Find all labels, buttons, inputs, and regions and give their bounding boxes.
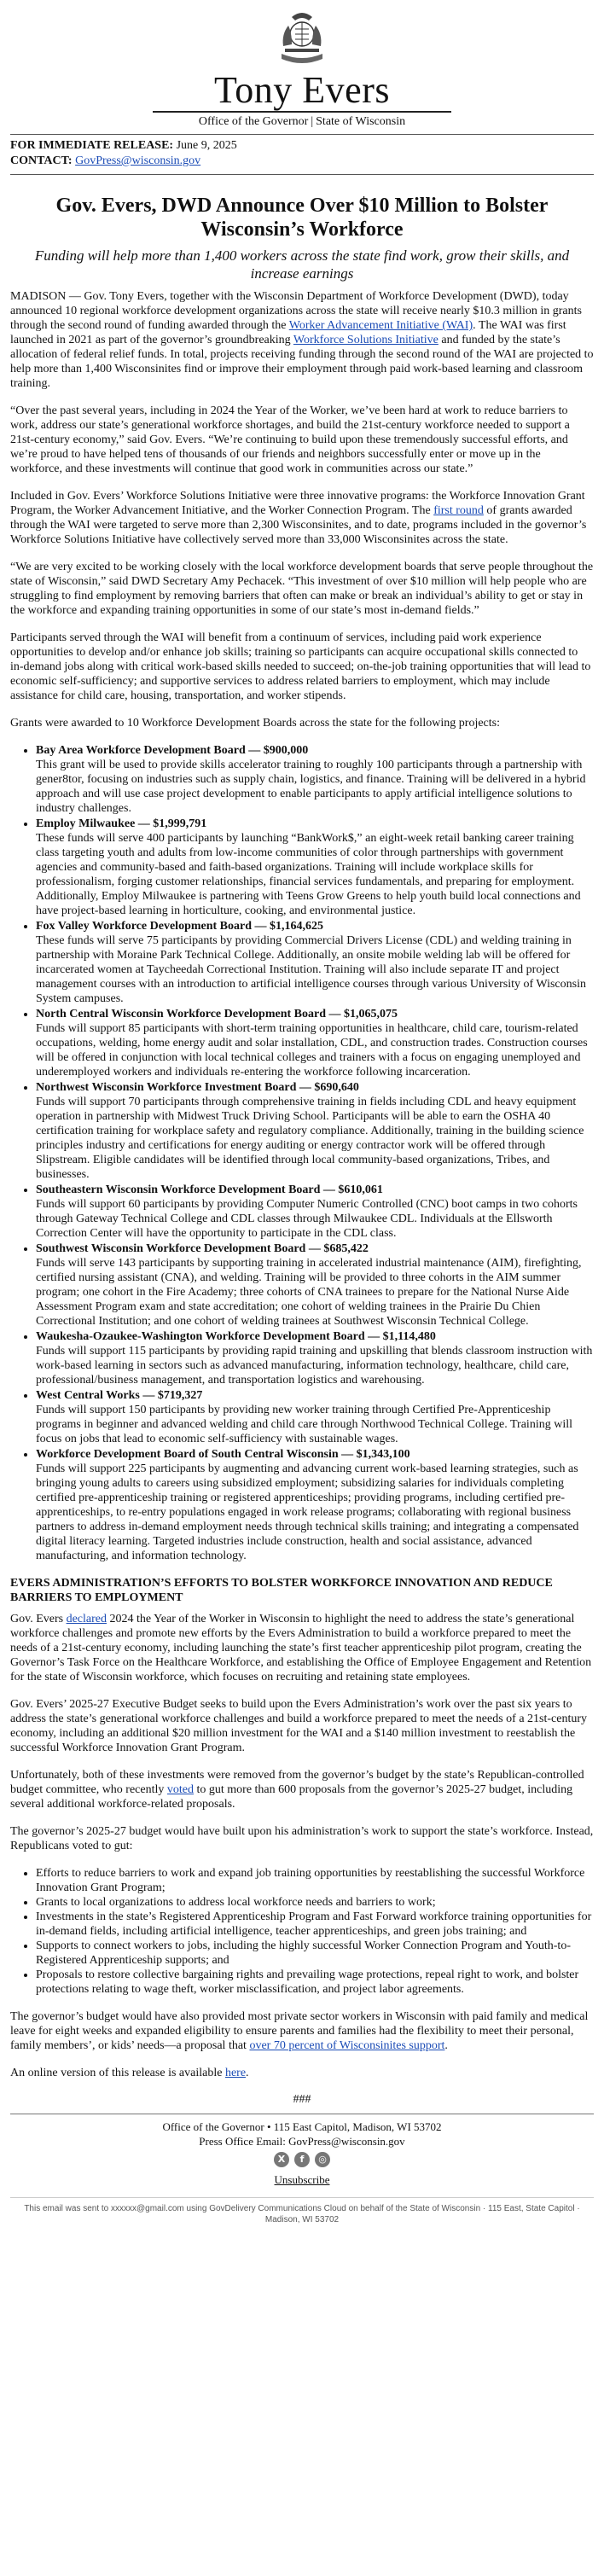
- footer-press-line: [10, 2134, 594, 2149]
- grant-title: • Southwest Wisconsin Workforce Development Board — $685,422: [36, 1242, 369, 1255]
- meta-divider: [10, 174, 594, 175]
- header: [10, 0, 594, 129]
- grant-item: [36, 1183, 594, 1241]
- intro-p1-text-c: and funded by the state’s allocation of federal relief funds. In total, projects receiving funding through the second round of the WAI are projected to help more than 1,400 Wisconsinites find or improve their employment through paid work-based learning and classroom training.: [10, 334, 594, 390]
- budget-paragraph: Gov. Evers’ 2025-27 Executive Budget seeks to build upon the Evers Administration’s work over the past six years to address the state’s generational workforce challenges and build a workforce prepared to meet the needs of a 21st-century economy, including an additional $20 million investment for the WAI and a $140 million investment to reestablish the successful Workforce Innovation Grant Program.: [10, 1698, 588, 1754]
- intro-p3-text-b: of grants awarded through the WAI were targeted to serve more than 2,300 Wisconsinites, and to date, programs included in the governor’s Workforce Solutions Initiative have collectively served more than 33,000 Wisconsinites across the state.: [10, 504, 587, 546]
- end-mark: ###: [293, 2093, 311, 2106]
- grant-description: Funds will support 225 participants by augmenting and advancing current work-based learning strategies, such as bringing young adults to careers using subsidized employment; subsidizing salaries for individuals completing certified pre-apprenticeship training or registered apprenticeships; providing programs, including certified pre-apprenticeships, to re-entry populations engaged in work release programs; collaborating with regional business partners to address in-demand employment needs through technical skills training; and integrating a compensated digital literacy learning. Targeted industries include construction, health and social assistance, advanced manufacturing, and information technology.: [36, 1462, 579, 1562]
- contact-email-link[interactable]: GovPress@wisconsin.gov: [75, 154, 201, 167]
- voted-link[interactable]: voted: [166, 1783, 194, 1796]
- s2-p3-text-a: Unfortunately, both of these investments were removed from the governor’s budget by the state’s Republican-controlled budget committee, who recently: [10, 1769, 584, 1796]
- grant-item: [36, 1388, 594, 1446]
- social-links: [10, 2152, 594, 2167]
- grant-title: • West Central Works — $719,327: [36, 1389, 203, 1402]
- grant-item: [36, 1241, 594, 1329]
- online-version-paragraph: [10, 2066, 594, 2080]
- office-name: Office of the Governor: [198, 115, 309, 128]
- contact-label: CONTACT:: [10, 154, 73, 167]
- grant-description: These funds will serve 400 participants by launching “BankWork$,” an eight-week retail banking career training class targeting youth and adults from low-income communities of color through partnerships with government agencies and community-based and faith-based organizations. Training will include workplace skills for professionalism, forging customer relationships, financial services fundamentals, and preparing for employment. Additionally, Employ Milwaukee is partnering with Teens Grow Greens to help youth build local connections and have project-based learning in horticulture, cooking, and environmental justice.: [36, 832, 581, 917]
- s2-p3-text-b: to gut more than 600 proposals from the governor’s 2025-27 budget, including several additional workforce-related proposals.: [10, 1783, 573, 1811]
- x-twitter-icon[interactable]: X: [274, 2152, 289, 2167]
- workforce-solutions-link[interactable]: Workforce Solutions Initiative: [293, 334, 438, 346]
- grant-item: [36, 919, 594, 1006]
- instagram-icon[interactable]: ◎: [315, 2152, 330, 2167]
- grant-title: • Southeastern Wisconsin Workforce Development Board — $610,061: [36, 1183, 383, 1196]
- intro-p1-text-a: MADISON — Gov. Tony Evers, together with the Wisconsin Department of Workforce Development (DWD), today announced 10 regional workforce development organizations across the state will receive nearly $10.3 million in grants through the second round of funding awarded through the: [10, 290, 582, 332]
- grant-item: [36, 1080, 594, 1182]
- support-poll-link[interactable]: over 70 percent of Wisconsinites support: [249, 2039, 445, 2052]
- grant-title: • North Central Wisconsin Workforce Development Board — $1,065,075: [36, 1008, 398, 1021]
- grant-title: • Workforce Development Board of South Central Wisconsin — $1,343,100: [36, 1448, 410, 1461]
- grant-item: [36, 1329, 594, 1387]
- declared-link[interactable]: declared: [66, 1613, 107, 1625]
- year-of-worker-paragraph: [10, 1612, 594, 1684]
- grant-description: Funds will support 85 participants with short-term training opportunities in healthcare, child care, tourism-related occupations, welding, home energy audit and solar installation, CDL, and construction trades. Construction courses will be offered in conjunction with local technical colleges and trainers with a focus on engaging unemployed and underemployed workers and individuals re-entering the workforce following incarceration.: [36, 1022, 588, 1079]
- s2-p5-text-b: .: [444, 2039, 448, 2052]
- release-subtitle: Funding will help more than 1,400 workers across the state find work, grow their skills, and increase earnings: [34, 247, 570, 282]
- intro-paragraph-3: [10, 489, 594, 547]
- email-disclaimer: This email was sent to xxxxxx@gmail.com using GovDelivery Communications Cloud on behalf of the State of Wisconsin · 115 East, State Capitol · Madison, WI 53702: [10, 2197, 594, 2230]
- grant-title: • Employ Milwaukee — $1,999,791: [36, 817, 207, 830]
- office-separator: |: [311, 115, 314, 128]
- release-label: FOR IMMEDIATE RELEASE:: [10, 139, 174, 152]
- footer-address: Office of the Governor • 115 East Capitol, Madison, WI 53702: [162, 2120, 442, 2133]
- grant-description: Funds will support 70 participants through comprehensive training in fields including CDL and heavy equipment operation in partnership with Midwest Truck Driving School. Participants will be able to earn the OSHA 40 certification training for workplace safety and regulatory compliance. Additionally, training in the building science principles industry and certifications for energy auditing or energy contractor work will be offered through Slipstream. Eligible candidates will be identified through local community-based organizations, Tribes, and businesses.: [36, 1096, 584, 1181]
- release-line: [10, 138, 594, 154]
- state-name: State of Wisconsin: [316, 115, 406, 128]
- gut-list-item: • Grants to local organizations to address local workforce needs and barriers to work;: [36, 1895, 594, 1910]
- footer-press-label: Press Office Email:: [199, 2135, 286, 2148]
- office-line: [10, 115, 594, 129]
- governor-name: Tony Evers: [214, 69, 390, 111]
- grants-list: [10, 743, 594, 1563]
- release-meta: [10, 135, 594, 174]
- grant-description: This grant will be used to provide skills accelerator training to roughly 100 participants through a partnership with gener8tor, focusing on industries such as supply chain, logistics, and finance. Training will be delivered in a hybrid approach and will use case project development to enable participants to apply artificial intelligence solutions to industry challenges.: [36, 759, 586, 815]
- services-paragraph: Participants served through the WAI will benefit from a continuum of services, including paid work experience opportunities to develop and/or enhance job skills; training so participants can acquire occupational skills connected to in-demand jobs along with critical work-based skills needed to succeed; on-the-job training opportunities that will lead to economic self-sufficiency; and supportive services to address related barriers to employment, which may include assistance for child care, housing, transportation, and worker stipends.: [10, 631, 591, 702]
- unsubscribe-link[interactable]: Unsubscribe: [274, 2173, 330, 2186]
- secretary-quote-paragraph: “We are very excited to be working closely with the local workforce development boards that serve people throughout the state of Wisconsin,” said DWD Secretary Amy Pechacek. “This investment of over $10 million will help people who are struggling to find employment by removing barriers that often can make or break an individual’s ability to get or stay in the workforce and expanding training opportunities in some of our state’s most in-demand fields.”: [10, 561, 594, 617]
- grant-description: These funds will serve 75 participants by providing Commercial Drivers License (CDL) and welding training in partnership with Moraine Park Technical College. Additionally, an onsite mobile welding lab will be offered for incarcerated women at Taycheedah Correctional Institution. Training will also include separate IT and project management courses with an introduction to artificial intelligence courses through various University of Wisconsin System campuses.: [36, 934, 586, 1005]
- grant-item: [36, 1007, 594, 1079]
- gut-list-item: • Proposals to restore collective bargaining rights and prevailing wage protections, repeal right to work, and bolster protections relating to wage theft, worker misclassification, and project labor agreements.: [36, 1968, 594, 1997]
- gut-list-item: • Investments in the state’s Registered Apprenticeship Program and Fast Forward workforce training opportunities for in-demand fields, including artificial intelligence, teacher apprenticeships, and green jobs training; and: [36, 1910, 594, 1939]
- grants-intro-paragraph: Grants were awarded to 10 Workforce Development Boards across the state for the following projects:: [10, 717, 500, 730]
- contact-line: [10, 154, 594, 169]
- intro-paragraph-1: [10, 289, 594, 391]
- header-rule: [153, 111, 451, 113]
- gut-list: [10, 1866, 594, 1997]
- removed-investments-paragraph: [10, 1768, 594, 1811]
- gut-list-item: • Supports to connect workers to jobs, including the highly successful Worker Connection Program and Youth-to-Registered Apprenticeship supports; and: [36, 1939, 594, 1968]
- grant-item: [36, 1447, 594, 1563]
- gut-intro-paragraph: The governor’s 2025-27 budget would have built upon his administration’s work to support the state’s workforce. Instead, Republicans voted to gut:: [10, 1825, 594, 1852]
- grant-title: • Northwest Wisconsin Workforce Investment Board — $690,640: [36, 1081, 359, 1094]
- wai-link[interactable]: Worker Advancement Initiative (WAI): [288, 319, 473, 332]
- state-seal-icon: [275, 9, 329, 65]
- s2-p1-text-a: Gov. Evers: [10, 1613, 67, 1625]
- grant-description: Funds will serve 143 participants by supporting training in accelerated industrial maintenance (AIM), firefighting, certified nursing assistant (CNA), and welding. Training will be provided to three cohorts in the AIM summer program; one cohort in the Fire Academy; three cohorts of CNA trainees to prepare for the National Nurse Aide Assessment Program exam and state accreditation; one cohort of welding trainees in the Prairie Du Chien Correctional Institution; and one cohort of welding trainees at Southwest Wisconsin Technical College.: [36, 1257, 582, 1328]
- online-text-b: .: [246, 2067, 249, 2079]
- release-date: June 9, 2025: [176, 139, 237, 152]
- footer: [10, 2114, 594, 2230]
- grant-description: Funds will support 150 participants by providing new worker training through Certified Pre-Apprenticeship programs in beginner and advanced welding and child care through Northwood Technical College. Training will focus on jobs that lead to economic self-sufficiency with sustainable wages.: [36, 1404, 572, 1445]
- footer-press-email: GovPress@wisconsin.gov: [288, 2135, 405, 2148]
- grant-item: [36, 743, 594, 816]
- online-version-link[interactable]: here: [224, 2067, 247, 2079]
- intro-p3-text-a: Included in Gov. Evers’ Workforce Solutions Initiative were three innovative programs: the Workforce Innovation Grant Program, the Worker Advancement Initiative, and the Worker Connection Program. The: [10, 490, 585, 517]
- online-text-a: An online version of this release is available: [10, 2067, 225, 2079]
- s2-p1-text-b: 2024 the Year of the Worker in Wisconsin to highlight the need to address the state’s generational workforce challenges and promote new efforts by the Evers Administration to build a workforce prepared to meet the needs of a 21st-century economy, including launching the state’s first teacher apprenticeship pilot program, creating the Governor’s Task Force on the Healthcare Workforce, and establishing the Office of Employee Engagement and Retention for the state of Wisconsin workforce, which focuses on recruiting and retaining state employees.: [10, 1613, 592, 1683]
- release-title: Gov. Evers, DWD Announce Over $10 Million to Bolster Wisconsin’s Workforce: [55, 195, 549, 241]
- grant-description: Funds will support 115 participants by providing rapid training and upskilling that blends classroom instruction with work-based learning in sectors such as advanced manufacturing, information technology, healthcare, child care, professional/business management, and transportation logistics and warehousing.: [36, 1345, 593, 1387]
- intro-p1-text-b: . The WAI was first launched in 2021 as part of the governor’s groundbreaking: [10, 319, 566, 346]
- facebook-icon[interactable]: f: [294, 2152, 310, 2167]
- first-round-link[interactable]: first round: [433, 504, 484, 517]
- grant-description: Funds will support 60 participants by providing Computer Numeric Controlled (CNC) boot camps in two cohorts through Gateway Technical College and CDL classes through Milwaukee CDL. Individuals at the Ellsworth Correction Center will have the opportunity to participate in the CDL class.: [36, 1198, 578, 1240]
- grant-item: [36, 817, 594, 918]
- family-leave-paragraph: [10, 2009, 594, 2053]
- grant-title: • Fox Valley Workforce Development Board — $1,164,625: [36, 920, 324, 933]
- grant-title: • Bay Area Workforce Development Board — $900,000: [36, 744, 309, 757]
- s2-p5-text-a: The governor’s budget would have also provided most private sector workers in Wisconsin with paid family and medical leave for eight weeks and expanded eligibility to ensure parents and families had the flexibility to meet their personal, family members’, or kids’ needs—a proposal that: [10, 2010, 589, 2052]
- section-heading: EVERS ADMINISTRATION’S EFFORTS TO BOLSTER WORKFORCE INNOVATION AND REDUCE BARRIERS TO EMPLOYMENT: [10, 1577, 553, 1604]
- grant-title: • Waukesha-Ozaukee-Washington Workforce Development Board — $1,114,480: [36, 1330, 436, 1343]
- gut-list-item: • Efforts to reduce barriers to work and expand job training opportunities by reestablishing the successful Workforce Innovation Grant Program;: [36, 1866, 594, 1895]
- governor-quote-paragraph: “Over the past several years, including in 2024 the Year of the Worker, we’ve been hard at work to reduce barriers to work, address our state’s generational workforce shortages, and build the 21st-century workforce needed to support a 21st-century economy,” said Gov. Evers. “We’re continuing to build upon these tremendously successful efforts, and we’re proud to have helped tens of thousands of our friends and neighbors successfully enter or move up in the workforce, and these investments will continue that good work in communities across our state.”: [10, 404, 570, 475]
